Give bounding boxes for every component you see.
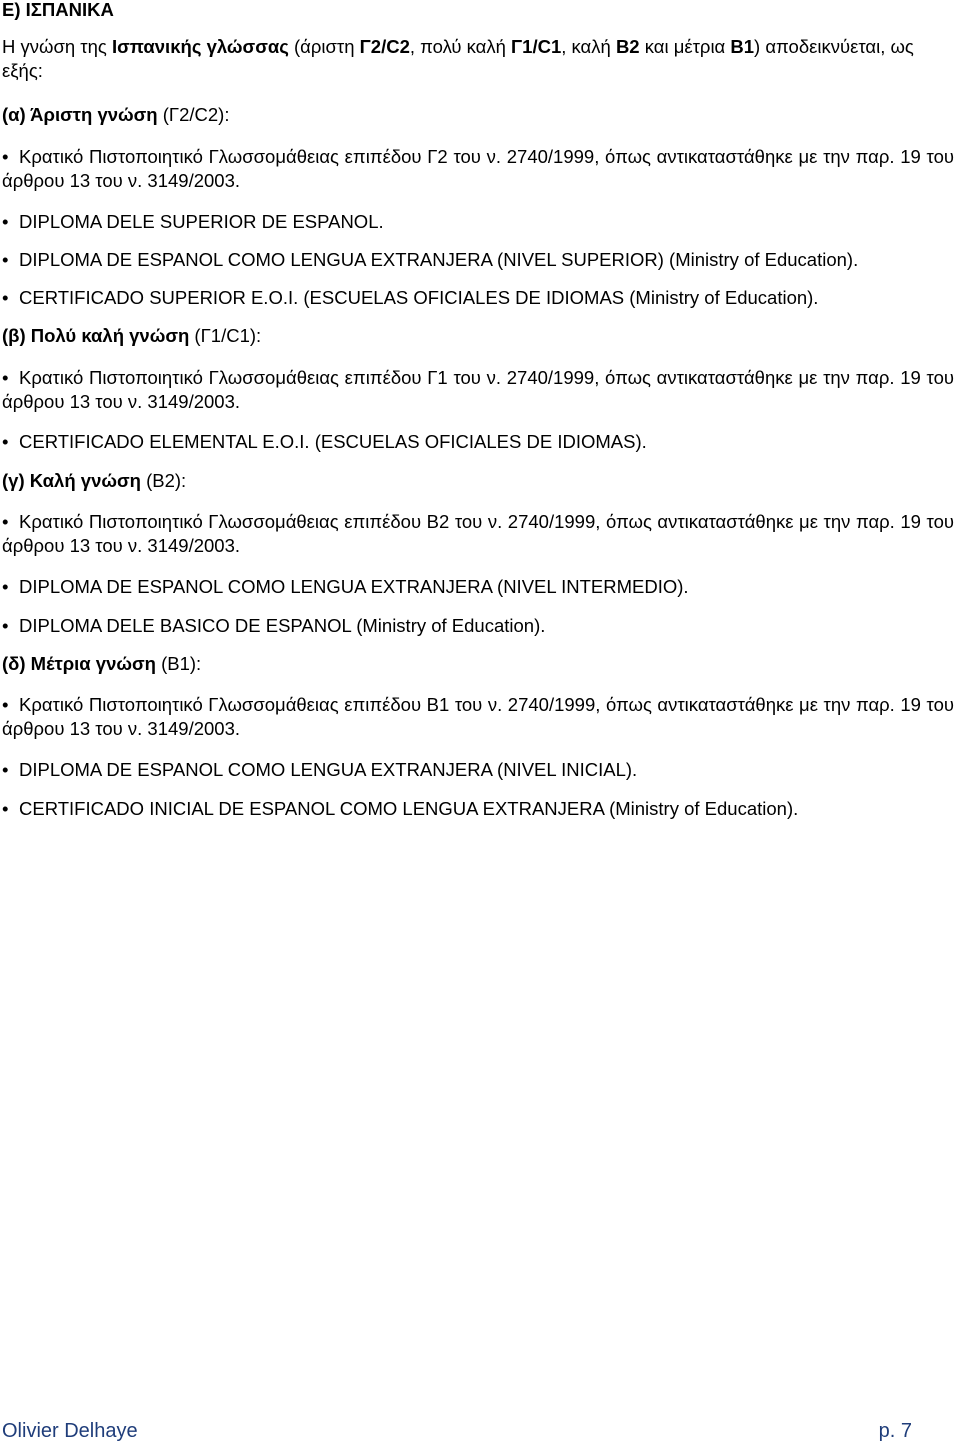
list-item: • CERTIFICADO SUPERIOR E.O.I. (ESCUELAS OFICIALES DE IDIOMAS (Ministry of Education). xyxy=(2,287,819,308)
list-item: • CERTIFICADO ELEMENTAL E.O.I. (ESCUELAS OFICIALES DE IDIOMAS). xyxy=(2,431,647,452)
footer-page-number: p. 7 xyxy=(878,1420,912,1442)
list-item: • DIPLOMA DE ESPANOL COMO LENGUA EXTRANJERA (NIVEL SUPERIOR) (Ministry of Education). xyxy=(2,249,859,270)
list-item: • Κρατικό Πιστοποιητικό Γλωσσομάθειας επιπέδου Β1 του ν. 2740/1999, όπως αντικαταστάθηκε με την παρ. 19 του άρθρου 13 του ν. 3149/2003. xyxy=(2,694,954,739)
heading-excellent: (α) Άριστη γνώση (Γ2/C2): xyxy=(2,104,230,125)
list-item: • DIPLOMA DELE BASICO DE ESPANOL (Ministry of Education). xyxy=(2,615,546,636)
list-item: • Κρατικό Πιστοποιητικό Γλωσσομάθειας επιπέδου Γ1 του ν. 2740/1999, όπως αντικαταστάθηκε με την παρ. 19 του άρθρου 13 του ν. 3149/2003. xyxy=(2,367,954,412)
footer-author: Olivier Delhaye xyxy=(2,1420,138,1442)
list-item: • CERTIFICADO INICIAL DE ESPANOL COMO LENGUA EXTRANJERA (Ministry of Education). xyxy=(2,798,799,819)
intro-paragraph: Η γνώση της Ισπανικής γλώσσας (άριστη Γ2/C2, πολύ καλή Γ1/C1, καλή Β2 και μέτρια Β1) αποδεικνύεται, ως εξής: xyxy=(2,36,914,81)
heading-moderate: (δ) Μέτρια γνώση (Β1): xyxy=(2,653,202,674)
list-item: • Κρατικό Πιστοποιητικό Γλωσσομάθειας επιπέδου Γ2 του ν. 2740/1999, όπως αντικαταστάθηκε με την παρ. 19 του άρθρου 13 του ν. 3149/2003. xyxy=(2,146,954,191)
list-item: • DIPLOMA DE ESPANOL COMO LENGUA EXTRANJERA (NIVEL INTERMEDIO). xyxy=(2,576,689,597)
section-title: Ε) ΙΣΠΑΝΙΚΑ xyxy=(2,0,114,20)
heading-good: (γ) Καλή γνώση (Β2): xyxy=(2,470,187,491)
list-item: • DIPLOMA DE ESPANOL COMO LENGUA EXTRANJERA (NIVEL INICIAL). xyxy=(2,759,638,780)
list-item: • Κρατικό Πιστοποιητικό Γλωσσομάθειας επιπέδου Β2 του ν. 2740/1999, όπως αντικαταστάθηκε με την παρ. 19 του άρθρου 13 του ν. 3149/2003. xyxy=(2,511,954,556)
heading-very-good: (β) Πολύ καλή γνώση (Γ1/C1): xyxy=(2,325,262,346)
list-item: • DIPLOMA DELE SUPERIOR DE ESPANOL. xyxy=(2,211,384,232)
